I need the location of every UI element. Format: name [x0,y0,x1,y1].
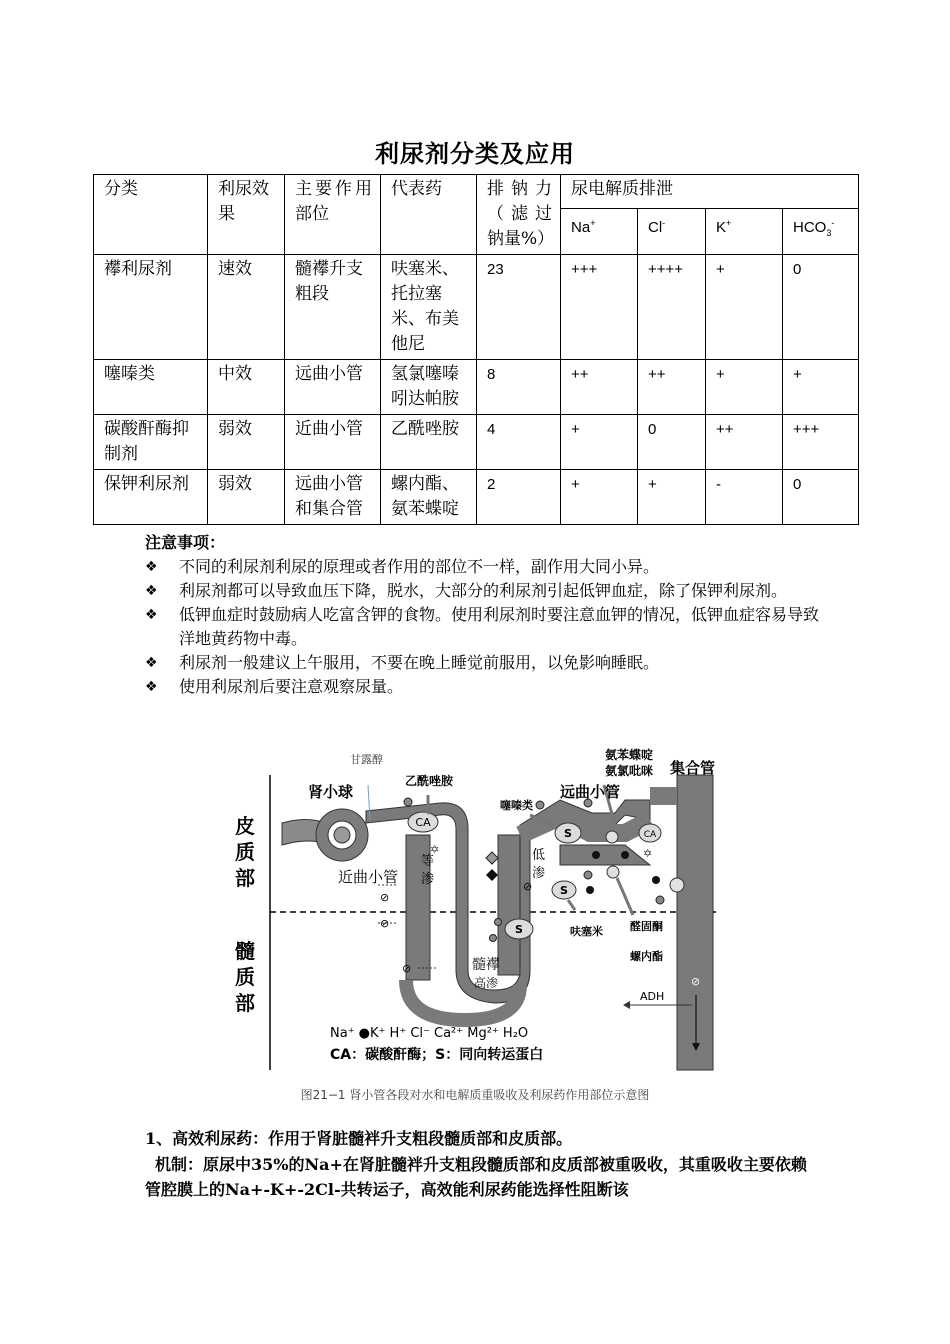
svg-text:✡: ✡ [430,843,440,856]
cell-na: ++ [561,360,638,415]
diamond-bullet-icon: ❖ [145,583,158,599]
high-label: 高渗 [474,976,499,990]
cell-natriuresis: 8 [477,360,561,415]
cell-site: 远曲小管和集合管 [285,470,381,525]
thiazide-label: 噻嗪类 [500,799,533,812]
cell-efficacy: 中效 [208,360,285,415]
glomerulus-label: 肾小球 [308,783,354,801]
notes-title: 注意事项： [145,533,226,552]
cell-category: 碳酸酐酶抑制剂 [94,415,208,470]
cell-natriuresis: 4 [477,415,561,470]
s-label-1: S [564,827,572,840]
cell-category: 襻利尿剂 [94,255,208,360]
legend-abbr: CA：碳酸酐酶；S：同向转运蛋白 [330,1047,544,1063]
header-drugs: 代表药 [381,175,477,255]
s-label-2: S [560,884,568,897]
header-efficacy: 利尿效果 [208,175,285,255]
cell-site: 远曲小管 [285,360,381,415]
furosemide-label: 呋塞米 [570,925,603,938]
cell-na: + [561,470,638,525]
triamterene-label: 氨苯蝶啶 [605,748,654,762]
cell-na: +++ [561,255,638,360]
diamond-bullet-icon: ❖ [145,607,158,623]
pct-label: 近曲小管 [338,868,399,886]
svg-text:⊘: ⊘ [691,975,701,988]
mannitol-label: 甘露醇 [350,753,383,766]
aldosterone-label: 醛固酮 [630,920,663,933]
cell-category: 噻嗪类 [94,360,208,415]
cell-hco3: 0 [783,255,859,360]
amiloride-label: 氨氯吡咪 [605,764,654,778]
header-category: 分类 [94,175,208,255]
table-row [94,360,859,415]
diuretics-table [93,174,859,525]
cell-drugs: 乙酰唑胺 [381,415,477,470]
table-header-row [94,175,859,209]
s-label-3: S [515,923,523,936]
iso-label: 等渗 [421,854,435,887]
cell-k: - [706,470,783,525]
cell-category: 保钾利尿剂 [94,470,208,525]
section-heading: 1、高效利尿药：作用于肾脏髓袢升支粗段髓质部和皮质部。 [145,1129,573,1148]
low-label: 低渗 [532,848,546,881]
cortex-label: 皮质部 [235,814,255,890]
diamond-bullet-icon: ❖ [145,655,158,671]
header-site: 主要作用部位 [285,175,381,255]
diamond-bullet-icon: ❖ [145,679,158,695]
cell-cl: ++ [638,360,706,415]
loop-label: 髓襻 [472,957,500,973]
header-k: K+ [706,209,783,255]
cell-drugs: 呋塞米、托拉塞米、布美他尼 [381,255,477,360]
cell-efficacy: 弱效 [208,470,285,525]
header-na: Na+ [561,209,638,255]
list-item: ❖ 利尿剂都可以导致血压下降，脱水，大部分的利尿剂引起低钾血症，除了保钾利尿剂。 [145,579,825,603]
cell-k: + [706,360,783,415]
cell-drugs: 氢氯噻嗪吲达帕胺 [381,360,477,415]
legend-ions: Na⁺ ●K⁺ H⁺ Cl⁻ Ca²⁺ Mg²⁺ H₂O [330,1026,529,1041]
cell-site: 近曲小管 [285,415,381,470]
cell-efficacy: 速效 [208,255,285,360]
cell-site: 髓襻升支粗段 [285,255,381,360]
header-excretion: 尿电解质排泄 [561,175,859,209]
list-item: ❖ 利尿剂一般建议上午服用，不要在晚上睡觉前服用，以免影响睡眠。 [145,651,825,675]
svg-text:⊘: ⊘ [380,917,390,930]
dct-label: 远曲小管 [560,783,621,801]
figure-caption: 图21−1 肾小管各段对水和电解质重吸收及利尿药作用部位示意图 [300,1088,650,1102]
ca-label: CA [415,816,431,829]
collecting-duct-shape [677,775,713,1070]
cell-natriuresis: 2 [477,470,561,525]
cell-na: + [561,415,638,470]
cell-hco3: + [783,360,859,415]
svg-text:✡: ✡ [643,847,653,860]
nephron-diagram [230,745,730,1075]
svg-text:⊘: ⊘ [380,891,390,904]
cell-efficacy: 弱效 [208,415,285,470]
cell-cl: 0 [638,415,706,470]
table-row [94,470,859,525]
cell-k: + [706,255,783,360]
spironolactone-label: 螺内酯 [630,950,663,963]
medulla-label: 髓质部 [235,939,255,1015]
svg-text:⊘: ⊘ [523,880,533,893]
table-row [94,255,859,360]
header-natriuresis: 排钠力（滤过钠量%） [477,175,561,255]
cell-k: ++ [706,415,783,470]
header-hco3: $HCO_3^-$ [783,209,859,255]
ca-label-2: CA [643,830,657,840]
cell-hco3: +++ [783,415,859,470]
list-item: ❖ 不同的利尿剂利尿的原理或者作用的部位不一样，副作用大同小异。 [145,555,825,579]
notes-list [145,555,825,699]
list-item: ❖ 低钾血症时鼓励病人吃富含钾的食物。使用利尿剂时要注意血钾的情况，低钾血症容易导致洋地黄药物中毒。 [145,605,820,648]
cell-cl: ++++ [638,255,706,360]
svg-text:⊘: ⊘ [402,962,412,975]
cell-hco3: 0 [783,470,859,525]
header-cl: Cl- [638,209,706,255]
table-row [94,415,859,470]
section-paragraph: 机制：原尿中35%的Na+在肾脏髓袢升支粗段髓质部和皮质部被重吸收，其重吸收主要依赖管腔膜上的Na+-K+-2Cl-共转运子，高效能利尿药能选择性阻断该 [145,1155,807,1199]
page-title: 利尿剂分类及应用 [375,139,575,168]
cell-cl: + [638,470,706,525]
collecting-duct-label: 集合管 [670,759,716,777]
cell-drugs: 螺内酯、氨苯蝶啶 [381,470,477,525]
diamond-bullet-icon: ❖ [145,559,158,575]
acetazolamide-label: 乙酰唑胺 [405,774,454,788]
cell-natriuresis: 23 [477,255,561,360]
notes-section [145,531,825,699]
adh-label: ADH [640,990,665,1003]
list-item: ❖ 使用利尿剂后要注意观察尿量。 [145,675,825,699]
